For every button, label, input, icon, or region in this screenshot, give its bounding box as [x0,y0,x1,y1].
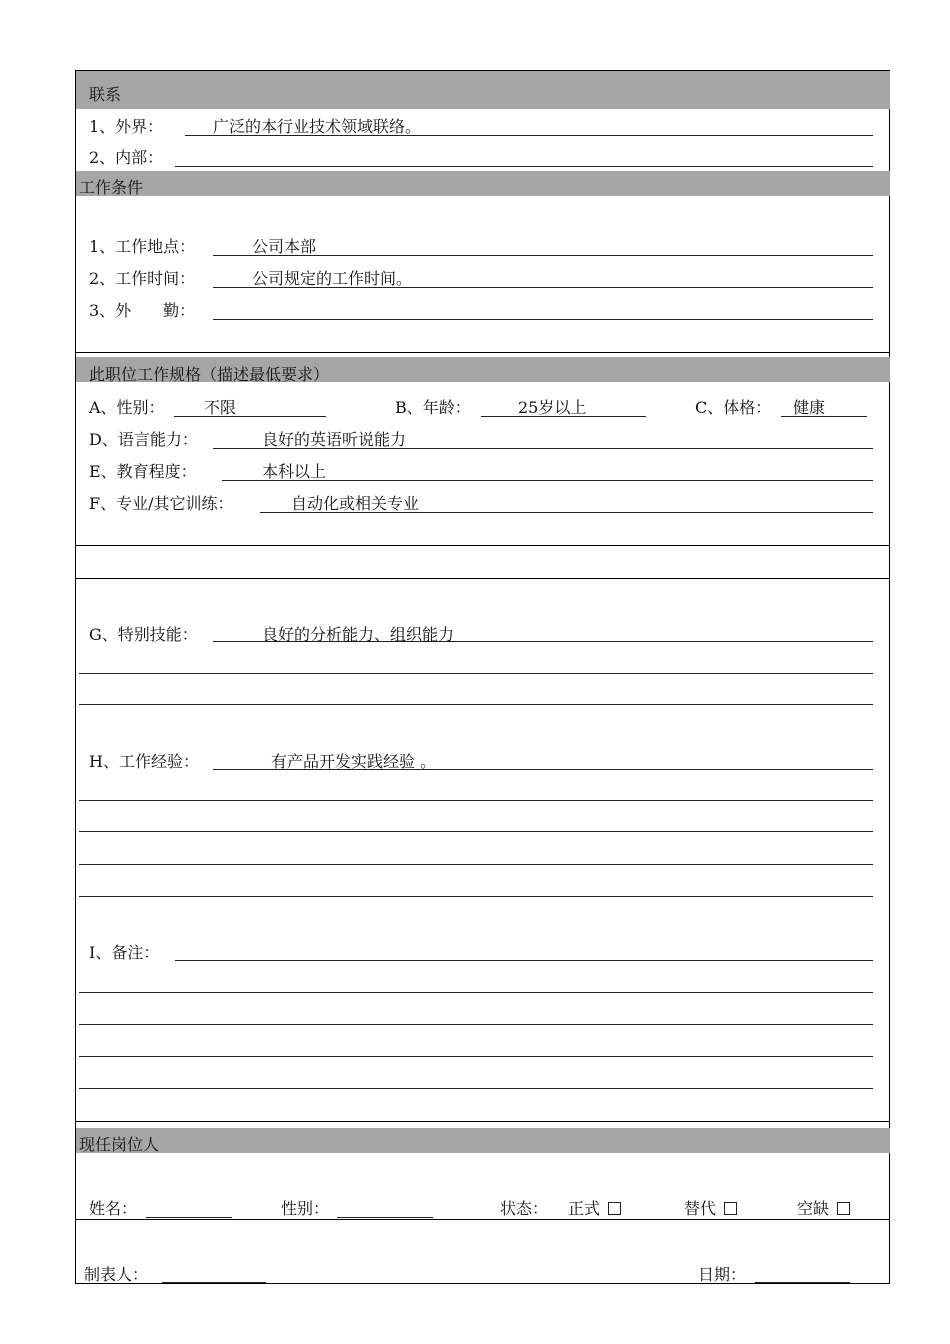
experience-label: H、工作经验： [89,752,199,771]
gender-label: A、性别： [89,398,165,417]
incumbent-gender-line[interactable] [337,1217,433,1218]
status-vacant-option[interactable] [797,1200,850,1218]
age-value[interactable]: 25岁以上 [518,398,587,417]
physique-label: C、体格： [695,398,772,417]
hours-value[interactable]: 公司规定的工作时间。 [252,269,413,288]
remarks-extra-line[interactable] [79,1088,873,1089]
form-frame [75,70,890,1284]
status-formal-option[interactable] [568,1200,621,1218]
major-label: F、专业/其它训练： [89,494,234,513]
conditions-header-band [76,171,890,196]
remarks-line[interactable] [175,960,873,961]
date-line[interactable] [755,1282,850,1283]
language-label: D、语言能力： [89,430,198,449]
external-label: 1、外界： [89,117,164,136]
remarks-label: I、备注： [89,943,160,962]
hours-label: 2、工作时间： [89,269,196,288]
contact-header-band [76,71,890,109]
name-label: 姓名： [89,1199,138,1218]
contact-header: 联系 [89,85,122,104]
physique-value[interactable]: 健康 [793,398,826,417]
status-label: 状态： [500,1199,549,1218]
divider [76,1121,890,1122]
major-value[interactable]: 自动化或相关专业 [291,494,420,513]
divider [76,545,890,546]
divider [76,1219,890,1220]
date-label: 日期： [698,1265,747,1284]
remarks-extra-line[interactable] [79,1056,873,1057]
conditions-header: 工作条件 [79,178,144,197]
education-label: E、教育程度： [89,462,197,481]
skills-value[interactable]: 良好的分析能力、组织能力 [262,625,455,644]
status-substitute-option[interactable] [684,1200,737,1218]
status-formal-label: 正式 [568,1199,601,1218]
field-work-line[interactable] [213,319,873,320]
remarks-extra-line[interactable] [79,992,873,993]
status-substitute-checkbox[interactable] [724,1202,737,1215]
skills-extra-line[interactable] [79,704,873,705]
preparer-line[interactable] [162,1282,266,1283]
experience-extra-line[interactable] [79,864,873,865]
status-vacant-checkbox[interactable] [837,1202,850,1215]
preparer-label: 制表人： [84,1265,149,1284]
internal-label: 2、内部： [89,148,164,167]
language-value[interactable]: 良好的英语听说能力 [262,430,407,449]
location-label: 1、工作地点： [89,237,196,256]
age-label: B、年龄： [395,398,471,417]
divider [76,578,890,579]
experience-extra-line[interactable] [79,800,873,801]
external-value[interactable]: 广泛的本行业技术领域联络。 [213,117,422,136]
status-formal-checkbox[interactable] [608,1202,621,1215]
skills-label: G、特别技能： [89,625,198,644]
gender-line [174,416,326,417]
divider [76,352,890,353]
incumbent-header-band [76,1128,890,1153]
location-value[interactable]: 公司本部 [252,237,317,256]
status-vacant-label: 空缺 [797,1199,830,1218]
internal-line[interactable] [175,166,873,167]
incumbent-gender-label: 性别： [281,1199,330,1218]
status-substitute-label: 替代 [684,1199,717,1218]
experience-extra-line[interactable] [79,831,873,832]
skills-extra-line[interactable] [79,673,873,674]
remarks-extra-line[interactable] [79,1024,873,1025]
field-work-label: 3、外 勤： [89,301,196,320]
experience-extra-line[interactable] [79,896,873,897]
education-value[interactable]: 本科以上 [262,462,327,481]
name-line[interactable] [146,1217,232,1218]
incumbent-header: 现任岗位人 [79,1135,160,1154]
gender-value[interactable]: 不限 [204,398,237,417]
experience-value[interactable]: 有产品开发实践经验 。 [271,752,437,771]
spec-header: 此职位工作规格（描述最低要求） [89,365,330,384]
